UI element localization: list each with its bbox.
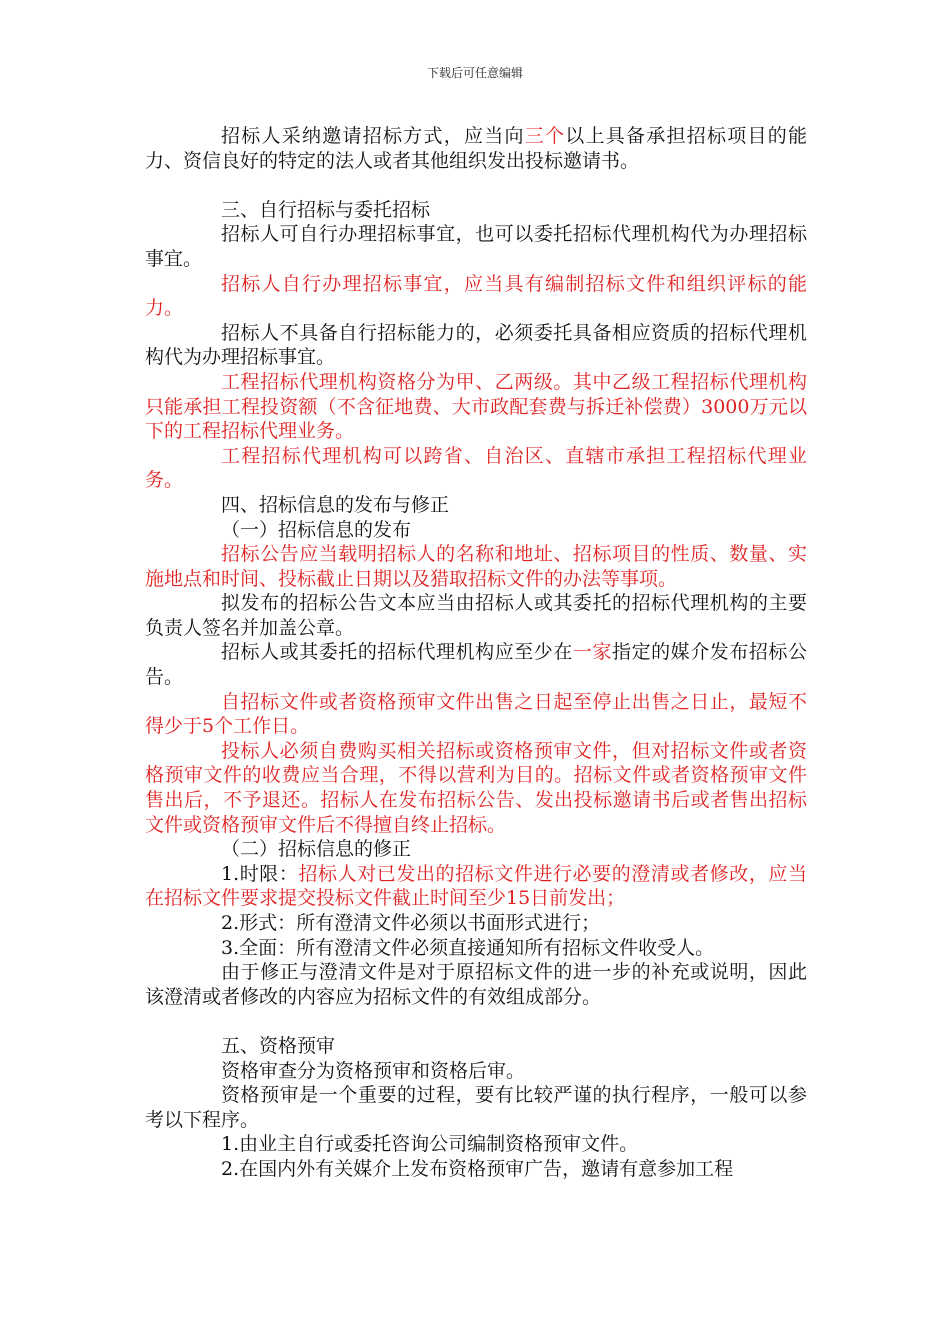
paragraph <box>145 222 807 271</box>
body-text: 三、自行招标与委托招标 <box>221 198 431 221</box>
paragraph <box>145 542 807 591</box>
paragraph <box>145 1157 807 1182</box>
paragraph <box>145 640 807 689</box>
paragraph <box>145 272 807 321</box>
body-text: 五、资格预审 <box>221 1034 336 1057</box>
paragraph <box>145 739 807 837</box>
paragraph <box>145 370 807 444</box>
body-text: 2.在国内外有关媒介上发布资格预审广告，邀请有意参加工程 <box>221 1157 734 1180</box>
paragraph <box>145 690 807 739</box>
body-text: 1.时限： <box>221 862 299 885</box>
body-text: 招标人不具备自行招标能力的，必须委托具备相应资质的招标代理机构代为办理招标事宜。 <box>145 321 807 369</box>
highlighted-text: 招标人对已发出的招标文件进行必要的澄清或者修改，应当在招标文件要求提交投标文件截止时间至少15日前发出； <box>145 862 807 910</box>
paragraph-gap <box>145 173 807 198</box>
body-text: 由于修正与澄清文件是对于原招标文件的进一步的补充或说明，因此该澄清或者修改的内容应为招标文件的有效组成部分。 <box>145 961 807 1008</box>
body-text: 四、招标信息的发布与修正 <box>221 493 450 516</box>
body-text: （一）招标信息的发布 <box>221 518 412 541</box>
paragraph <box>145 321 807 370</box>
highlighted-text: 工程招标代理机构可以跨省、自治区、直辖市承担工程招标代理业务。 <box>145 444 807 492</box>
paragraph <box>145 936 807 961</box>
paragraph <box>145 444 807 493</box>
paragraph <box>145 591 807 640</box>
body-text: 招标人或其委托的招标代理机构应至少在 <box>221 641 573 664</box>
highlighted-text: 自招标文件或者资格预审文件出售之日起至停止出售之日止，最短不得少于5个工作日。 <box>145 690 807 738</box>
paragraph <box>145 837 807 862</box>
paragraph <box>145 493 807 518</box>
highlighted-text: 招标公告应当载明招标人的名称和地址、招标项目的性质、数量、实施地点和时间、投标截止日期以及猎取招标文件的办法等事项。 <box>145 543 807 590</box>
body-text: 资格预审是一个重要的过程，要有比较严谨的执行程序，一般可以参考以下程序。 <box>145 1084 807 1131</box>
highlighted-text: 三个 <box>524 125 566 147</box>
body-text: 以上具备承担招标项目的能力、资信良好的特定的法人或者其他组织发出投标邀请书。 <box>145 125 807 172</box>
paragraph <box>145 1132 807 1157</box>
paragraph-gap <box>145 1009 807 1034</box>
paragraph <box>145 518 807 543</box>
paragraph <box>145 911 807 936</box>
body-text: 拟发布的招标公告文本应当由招标人或其委托的招标代理机构的主要负责人签名并加盖公章。 <box>145 592 807 639</box>
body-text: 1.由业主自行或委托咨询公司编制资格预审文件。 <box>221 1133 639 1156</box>
body-text: （二）招标信息的修正 <box>221 838 412 861</box>
document-body <box>145 124 807 1182</box>
body-text: 指定的媒介发布招标公告。 <box>145 641 807 689</box>
paragraph <box>145 124 807 173</box>
paragraph <box>145 1034 807 1059</box>
paragraph <box>145 198 807 223</box>
paragraph <box>145 1059 807 1084</box>
paragraph <box>145 960 807 1009</box>
body-text: 2.形式：所有澄清文件必须以书面形式进行； <box>221 912 601 934</box>
body-text: 3.全面：所有澄清文件必须直接通知所有招标文件收受人。 <box>221 936 715 959</box>
page-header: 下载后可任意编辑 <box>426 66 523 80</box>
highlighted-text: 招标人自行办理招标事宜，应当具有编制招标文件和组织评标的能力。 <box>145 272 807 320</box>
body-text: 招标人采纳邀请招标方式，应当向 <box>221 125 525 147</box>
highlighted-text: 一家 <box>572 641 613 664</box>
body-text: 招标人可自行办理招标事宜，也可以委托招标代理机构代为办理招标事宜。 <box>145 223 807 270</box>
paragraph <box>145 1083 807 1132</box>
paragraph <box>145 862 807 911</box>
body-text: 资格审查分为资格预审和资格后审。 <box>221 1059 526 1082</box>
highlighted-text: 投标人必须自费购买相关招标或资格预审文件，但对招标文件或者资格预审文件的收费应当合理，不得以营利为目的。招标文件或者资格预审文件售出后，不予退还。招标人在发布招标公告、发出投标邀请书后或者售出招标文件或资格预审文件后不得擅自终止招标。 <box>145 739 807 836</box>
highlighted-text: 工程招标代理机构资格分为甲、乙两级。其中乙级工程招标代理机构只能承担工程投资额（不含征地费、大市政配套费与拆迁补偿费）3000万元以下的工程招标代理业务。 <box>145 370 807 443</box>
